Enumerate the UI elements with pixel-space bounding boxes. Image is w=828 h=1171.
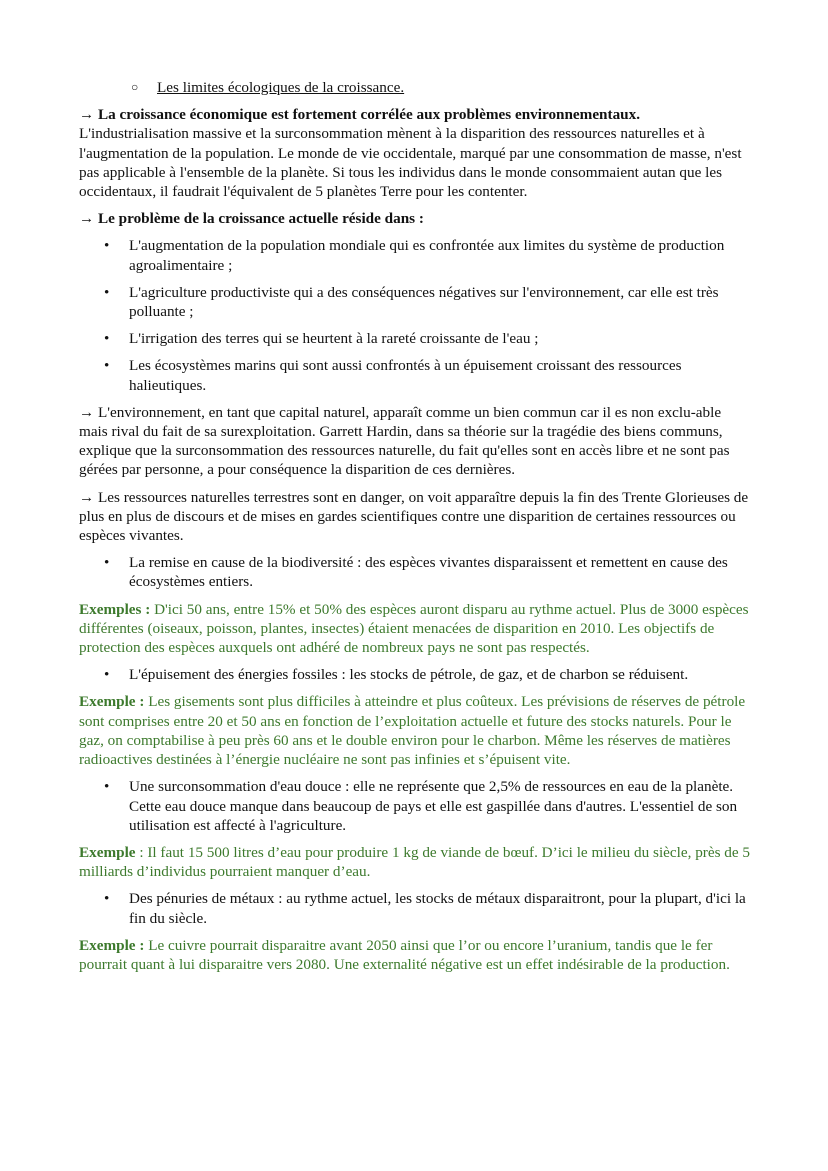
bullet-icon: • — [104, 778, 110, 796]
list-item: • La remise en cause de la biodiversité : des espèces vivantes disparaissent et remettent en cause des écosystèmes entiers. — [104, 554, 728, 591]
example-biodiversity: Exemples : D'ici 50 ans, entre 15% et 50% des espèces auront disparu au rythme actuel. Plus de 3000 espèces différentes (oiseaux, poisson, plantes, insectes) étaient menacées de disparition en 2010. Les objectifs de protection des espèces auxquels ont adhéré de nombreux pays ne sont pas respectés. — [79, 600, 749, 657]
water-list — [79, 777, 751, 835]
paragraph-lead: La croissance économique est fortement corrélée aux problèmes environnementaux. — [97, 106, 640, 124]
example-water: Exemple : Il faut 15 500 litres d’eau pour produire 1 kg de viande de bœuf. D’ici le milieu du siècle, près de 5 milliards d’individus pourraient manquer d’eau. — [79, 843, 751, 881]
paragraph-common-good: → L'environnement, en tant que capital naturel, apparaît comme un bien commun car il es non exclu-able mais rival du fait de sa surexploitation. Garrett Hardin, dans sa théorie sur la tragédie des biens communs, explique que la surconsommation des ressources naturelle, du fait qu'elles sont en accès libre et ne sont pas gérées par personne, a pour conséquence la disparition de ces dernières. — [79, 403, 730, 479]
bullet-icon: • — [104, 330, 110, 348]
list-item: • Les écosystèmes marins qui sont aussi confrontés à un épuisement croissant des ressources halieutiques. — [104, 357, 682, 394]
paragraph-danger: → Les ressources naturelles terrestres sont en danger, on voit apparaître depuis la fin des Trente Glorieuses de plus en plus de discours et de mises en gardes scientifiques contre une disparition de certaines ressources ou espèces vivantes. — [79, 488, 749, 545]
example-fossil: Exemple : Les gisements sont plus difficiles à atteindre et plus coûteux. Les prévisions de réserves de pétrole sont comprises entre 20 et 50 ans en fonction de l’exploitation actuelle et future des stocks naturels. Pour le gaz, on comptabilise à peu près 60 ans et le double environ pour le charbon. Même les réserves de matières radioactives destinées à l’énergie nucléaire ne sont pas infinies et s’épuisent vite. — [79, 693, 746, 769]
problem-list — [79, 236, 751, 394]
metal-list — [79, 889, 751, 927]
bullet-icon: • — [104, 554, 110, 572]
bullet-icon: • — [104, 666, 110, 684]
list-item: • L'irrigation des terres qui se heurtent à la rareté croissante de l'eau ; — [104, 330, 539, 348]
paragraph-problem — [79, 209, 751, 228]
list-item: • Des pénuries de métaux : au rythme actuel, les stocks de métaux disparaitront, pour la plupart, d'ici la fin du siècle. — [104, 890, 746, 927]
bullet-icon: • — [104, 283, 110, 301]
paragraph-lead: Le problème de la croissance actuelle réside dans : — [97, 210, 424, 228]
example-metal: Exemple : Le cuivre pourrait disparaitre avant 2050 ainsi que l’or ou encore l’uranium, tandis que le fer pourrait quant à lui disparaitre vers 2080. Une externalité négative est un effet indésirable de la production. — [79, 936, 730, 973]
fossil-list — [79, 665, 751, 684]
paragraph-correlation — [79, 105, 751, 201]
list-item: • L'agriculture productiviste qui a des conséquences négatives sur l'environnement, car elle est très polluante ; — [104, 283, 719, 321]
arrow-icon: → — [79, 210, 95, 228]
arrow-icon: → — [79, 106, 95, 124]
document-page — [79, 78, 751, 982]
circle-bullet-icon: ○ — [131, 80, 139, 94]
section-heading — [131, 78, 751, 97]
biodiversity-list — [79, 553, 751, 591]
bullet-icon: • — [104, 237, 110, 255]
list-item: • L'épuisement des énergies fossiles : les stocks de pétrole, de gaz, et de charbon se réduisent. — [104, 666, 689, 684]
paragraph-body: L'industrialisation massive et la surconsommation mènent à la disparition des ressources naturelles et à l'augmentation de la population. Le monde de vie occidentale, marqué par une consommation de masse, n'est pas applicable à l'ensemble de la planète. Si tous les individus dans le monde consommaient autan que les occidentaux, il faudrait l'équivalent de 5 planètes Terre pour les contenter. — [79, 125, 742, 201]
bullet-icon: • — [104, 357, 110, 375]
bullet-icon: • — [104, 890, 110, 908]
list-item: • Une surconsommation d'eau douce : elle ne représente que 2,5% de ressources en eau de la planète. Cette eau douce manque dans beaucoup de pays et elle est gaspillée dans d'autres. L'essentiel de son utilisation est affecté à l'agriculture. — [104, 778, 738, 834]
list-item: • L'augmentation de la population mondiale qui es confrontée aux limites du système de production agroalimentaire ; — [104, 237, 725, 274]
section-title: Les limites écologiques de la croissance. — [157, 79, 405, 96]
